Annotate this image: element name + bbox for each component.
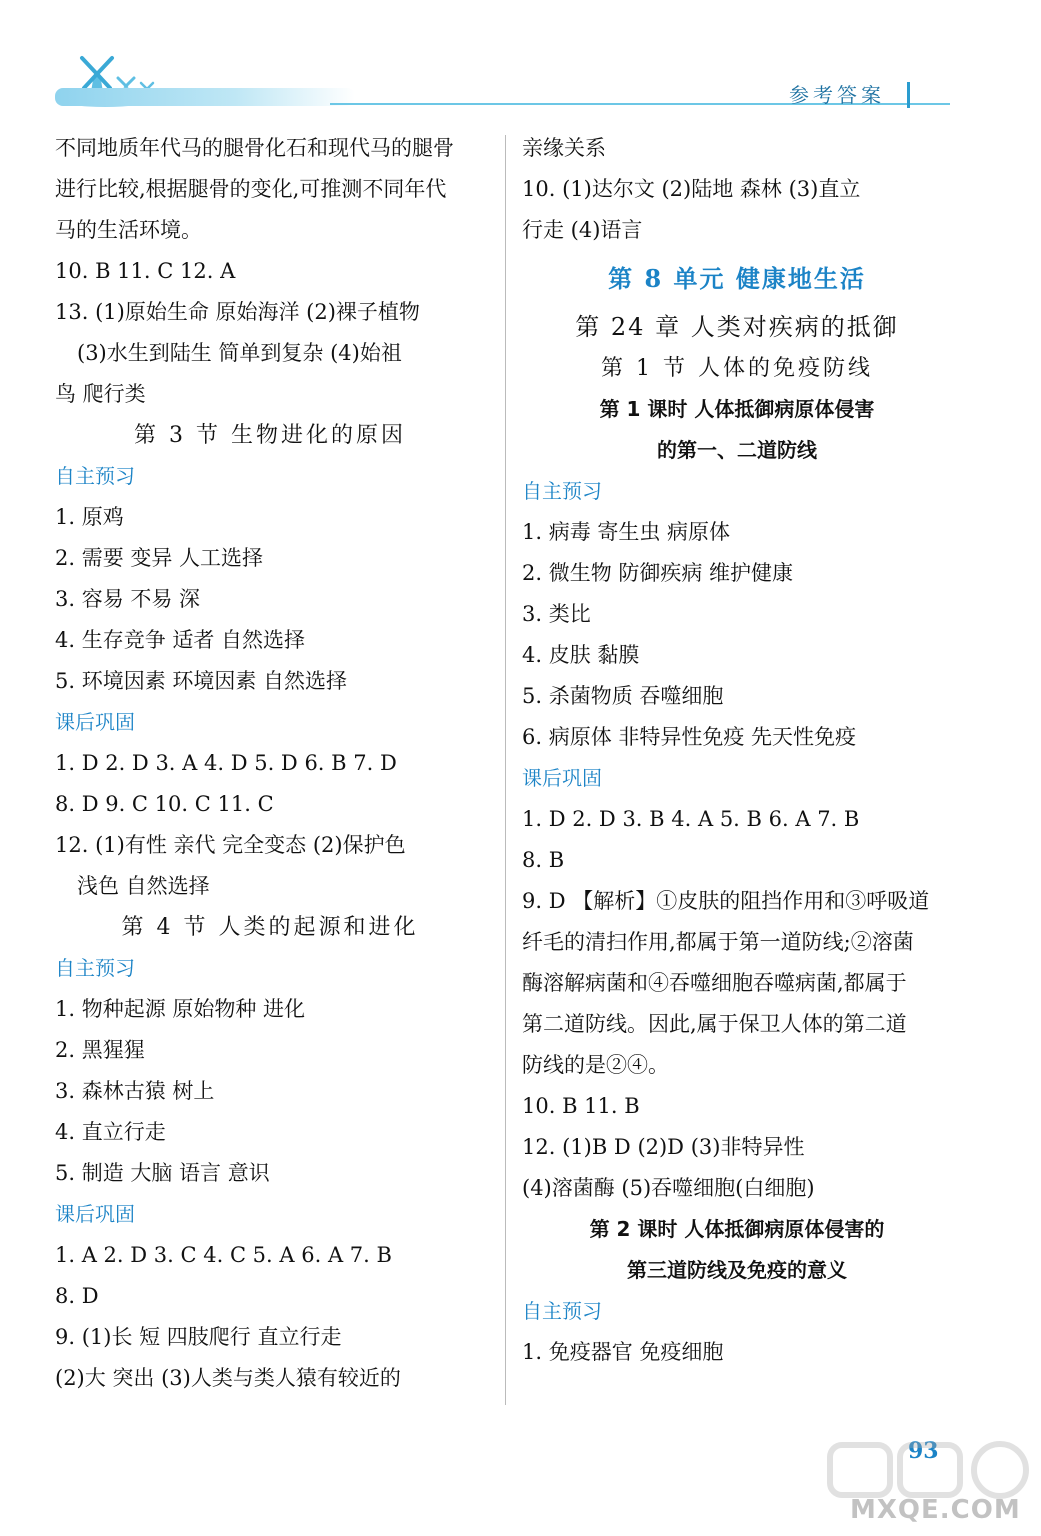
answer-line: 10. B 11. C 12. A [55,259,236,283]
section-heading: 课后巩固 [55,710,135,734]
answer-line: 1. 原鸡 [55,505,124,529]
watermark-text: MXQE.COM [850,1495,1021,1525]
subsection-title: 第 1 节 人体的免疫防线 [601,356,873,381]
answer-line: 5. 制造 大脑 语言 意识 [55,1161,270,1185]
answer-line: 9. D 【解析】①皮肤的阻挡作用和③呼吸道 [522,889,930,913]
answer-line: 1. D 2. D 3. A 4. D 5. D 6. B 7. D [55,751,397,775]
answer-line: 4. 皮肤 黏膜 [522,643,640,667]
answer-line: (2)大 突出 (3)人类与类人猿有较近的 [55,1366,401,1390]
lesson-title: 第三道防线及免疫的意义 [627,1258,847,1282]
answer-line: 6. 病原体 非特异性免疫 先天性免疫 [522,725,857,749]
section-heading: 自主预习 [55,956,135,980]
section-heading: 课后巩固 [522,766,602,790]
answer-line: 马的生活环境。 [55,218,202,242]
lesson-title: 第 2 课时 人体抵御病原体侵害的 [589,1217,885,1241]
answer-line: 3. 森林古猿 树上 [55,1079,215,1103]
lesson-title: 第 1 课时 人体抵御病原体侵害 [599,397,875,421]
section-heading: 自主预习 [55,464,135,488]
answer-line: 进行比较,根据腿骨的变化,可推测不同年代 [55,177,447,201]
answer-line: 8. D [55,1284,99,1308]
left-column [55,128,485,1399]
subsection-title: 第 4 节 人类的起源和进化 [121,915,419,940]
section-heading: 自主预习 [522,1299,602,1323]
answer-line: 3. 容易 不易 深 [55,587,201,611]
section-heading: 自主预习 [522,479,602,503]
answer-line: 12. (1)B D (2)D (3)非特异性 [522,1135,805,1159]
answer-line: 酶溶解病菌和④吞噬细胞吞噬病菌,都属于 [522,971,907,995]
answer-line: 2. 微生物 防御疾病 维护健康 [522,561,794,585]
answer-line: 2. 黑猩猩 [55,1038,145,1062]
answer-line: 不同地质年代马的腿骨化石和现代马的腿骨 [55,136,454,160]
answer-line: (4)溶菌酶 (5)吞噬细胞(白细胞) [522,1176,815,1200]
answer-line: 行走 (4)语言 [522,218,643,242]
page-number: 93 [908,1438,939,1464]
answer-line: 浅色 自然选择 [77,874,210,898]
answer-line: 1. A 2. D 3. C 4. C 5. A 6. A 7. B [55,1243,392,1267]
answer-line: 9. (1)长 短 四肢爬行 直立行走 [55,1325,342,1349]
answer-line: 10. B 11. B [522,1094,640,1118]
subsection-title: 第 3 节 生物进化的原因 [134,423,406,448]
right-column [522,128,952,1373]
answer-line: 3. 类比 [522,602,591,626]
answer-line: 鸟 爬行类 [55,382,146,406]
answer-line: (3)水生到陆生 简单到复杂 (4)始祖 [77,341,402,365]
answer-line: 1. D 2. D 3. B 4. A 5. B 6. A 7. B [522,807,860,831]
answer-line: 8. B [522,848,565,872]
lesson-title: 的第一、二道防线 [657,438,817,462]
answer-line: 防线的是②④。 [522,1053,669,1077]
answer-line: 8. D 9. C 10. C 11. C [55,792,274,816]
answer-line: 5. 杀菌物质 吞噬细胞 [522,684,724,708]
answer-line: 13. (1)原始生命 原始海洋 (2)裸子植物 [55,300,420,324]
answer-line: 第二道防线。因此,属于保卫人体的第二道 [522,1012,907,1036]
answer-line: 1. 物种起源 原始物种 进化 [55,997,306,1021]
answer-line: 4. 直立行走 [55,1120,166,1144]
answer-line: 12. (1)有性 亲代 完全变态 (2)保护色 [55,833,406,857]
answer-line: 纤毛的清扫作用,都属于第一道防线;②溶菌 [522,930,914,954]
header-band [55,88,355,106]
section-heading: 课后巩固 [55,1202,135,1226]
answer-line: 5. 环境因素 环境因素 自然选择 [55,669,348,693]
answer-line: 10. (1)达尔文 (2)陆地 森林 (3)直立 [522,177,861,201]
unit-title: 第 8 单元 健康地生活 [608,264,866,293]
header-tag: 参考答案 [775,82,910,108]
answer-line: 1. 免疫器官 免疫细胞 [522,1340,724,1364]
answer-line: 亲缘关系 [522,136,606,160]
answer-line: 1. 病毒 寄生虫 病原体 [522,520,731,544]
column-divider [505,135,506,1405]
answer-line: 2. 需要 变异 人工选择 [55,546,264,570]
answer-line: 4. 生存竞争 适者 自然选择 [55,628,306,652]
page-header [0,0,1041,115]
chapter-title: 第 24 章 人类对疾病的抵御 [575,313,899,341]
